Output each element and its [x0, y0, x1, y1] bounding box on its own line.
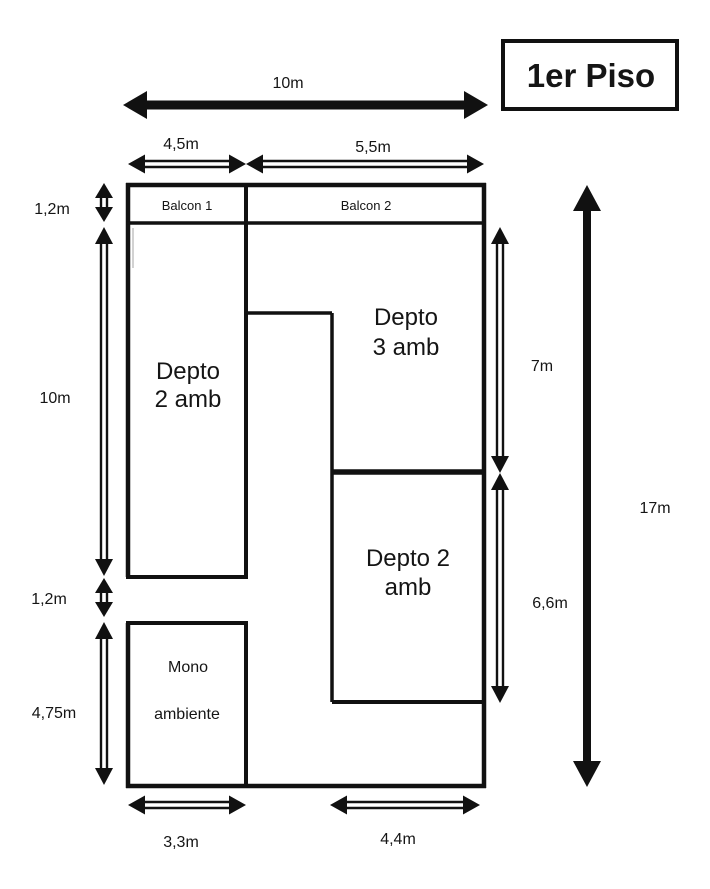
dim-arrow-right-depto3 [491, 227, 509, 473]
dim-label-right-depto3: 7m [530, 358, 554, 375]
room-label-mono-line2: ambiente [154, 706, 220, 723]
room-label-depto-left-line2: 2 amb [154, 386, 222, 413]
dim-arrow-top-right-segment [246, 155, 484, 174]
dim-label-left-passage: 1,2m [31, 591, 67, 608]
dim-arrow-bottom-depto2 [330, 796, 480, 815]
room-label-mono-line1: Mono [167, 659, 209, 676]
room-label-depto3-line1: Depto [373, 304, 439, 331]
room-label-depto2-right-line2: amb [384, 574, 432, 601]
dim-arrow-left-main [95, 227, 113, 576]
dim-label-left-balcony: 1,2m [34, 201, 70, 218]
dim-label-bottom-mono: 3,3m [163, 834, 199, 851]
dim-label-right-total: 17m [639, 500, 671, 517]
room-label-balcon-1: Balcon 1 [161, 198, 213, 213]
dim-label-left-mono: 4,75m [31, 705, 77, 722]
dim-arrow-right-depto2 [491, 473, 509, 703]
dim-label-top-total: 10m [272, 75, 304, 92]
dim-label-left-main: 10m [39, 390, 71, 407]
page-title: 1er Piso [526, 57, 656, 94]
room-label-balcon-2: Balcon 2 [340, 198, 392, 213]
dim-arrow-left-mono [95, 622, 113, 785]
dim-arrow-left-balcony [95, 183, 113, 222]
dim-label-bottom-depto2: 4,4m [380, 831, 416, 848]
room-labels [154, 198, 450, 723]
title-box [503, 41, 677, 109]
dim-arrow-top-left-segment [128, 155, 246, 174]
dim-arrow-left-passage [95, 578, 113, 617]
floor-plan-walls [126, 183, 486, 788]
dim-label-top-left-segment: 4,5m [163, 136, 199, 153]
dim-arrow-top-total [123, 91, 488, 119]
room-label-depto-left-line1: Depto [155, 358, 221, 385]
room-label-depto3-line2: 3 amb [372, 334, 440, 361]
dim-label-right-depto2: 6,6m [532, 595, 568, 612]
dim-arrow-bottom-mono [128, 796, 246, 815]
dim-arrow-right-total [573, 185, 601, 787]
dim-label-top-right-segment: 5,5m [355, 139, 391, 156]
room-label-depto2-right-line1: Depto 2 [365, 545, 451, 572]
